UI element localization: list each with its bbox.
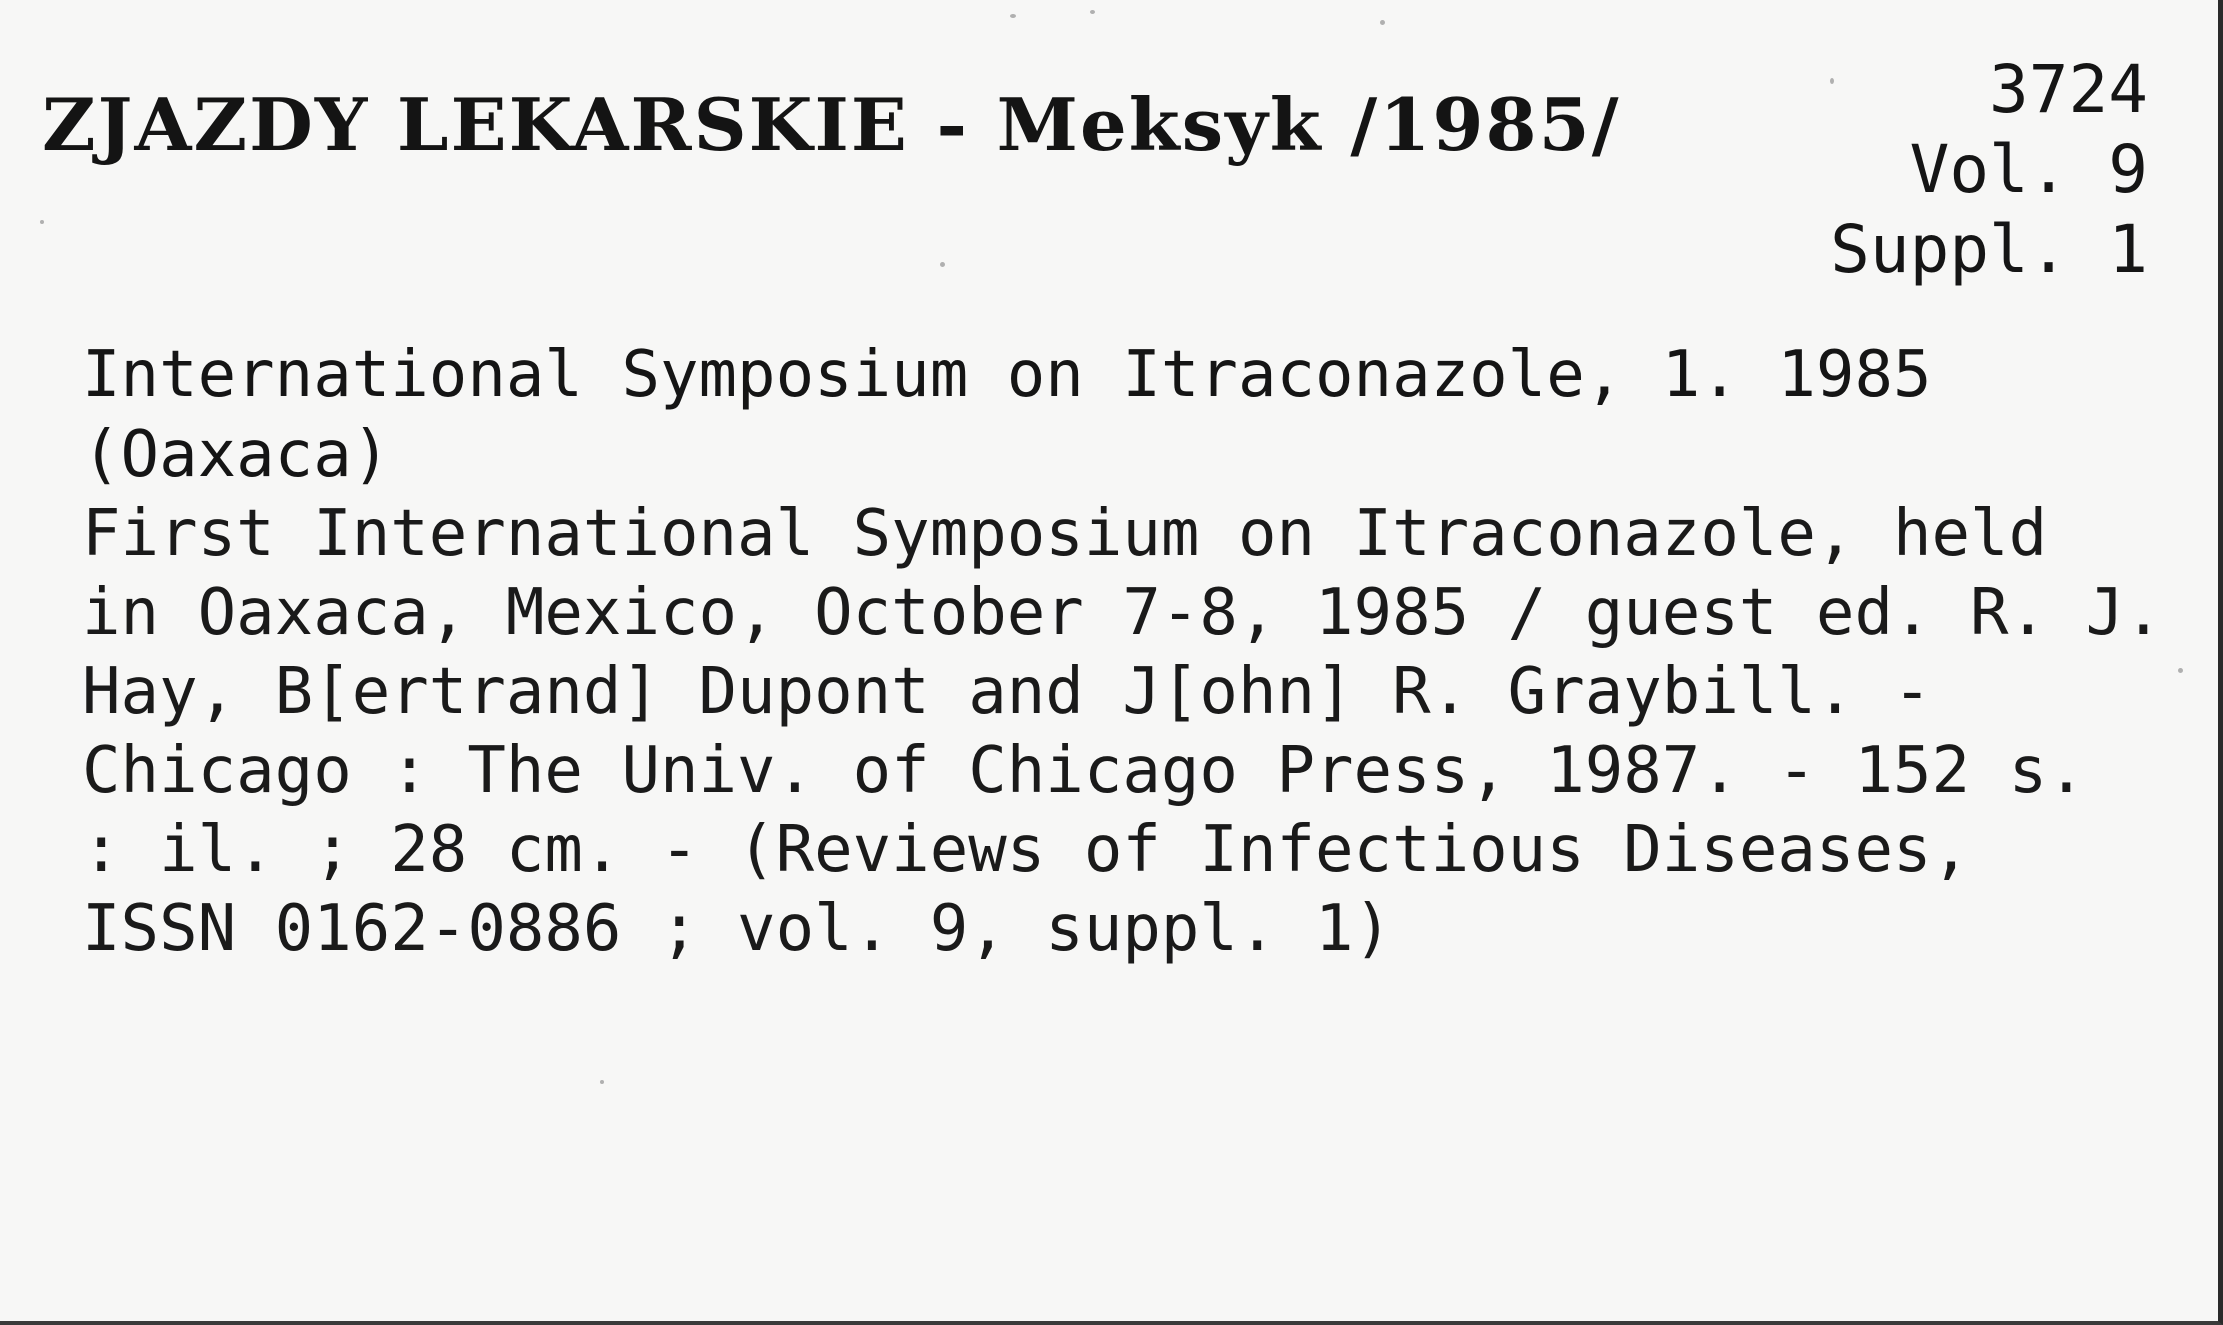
speck — [600, 1080, 604, 1084]
description-line: ISSN 0162-0886 ; vol. 9, suppl. 1) — [82, 892, 1393, 966]
description-line: Chicago : The Univ. of Chicago Press, 1987. - 152 s. — [82, 734, 2086, 808]
description-line: : il. ; 28 cm. - (Reviews of Infectious Diseases, — [82, 813, 1971, 887]
call-number-value: 3724 — [1989, 51, 2148, 128]
bibliographic-description — [82, 495, 2163, 969]
main-entry-line: (Oaxaca) — [82, 418, 391, 492]
main-entry-line: International Symposium on Itraconazole, 1. 1985 — [82, 338, 1932, 412]
description-line: First International Symposium on Itraconazole, held — [82, 497, 2048, 571]
subject-heading: ZJAZDY LEKARSKIE - Meksyk /1985/ — [42, 82, 1621, 167]
main-entry — [82, 335, 1932, 495]
description-line: Hay, B[ertrand] Dupont and J[ohn] R. Graybill. - — [82, 655, 1932, 729]
speck — [940, 262, 945, 267]
call-number — [1830, 50, 2148, 290]
speck — [1380, 20, 1385, 25]
speck — [1010, 14, 1016, 18]
speck — [40, 220, 44, 224]
supplement-label: Suppl. 1 — [1830, 211, 2148, 288]
description-line: in Oaxaca, Mexico, October 7-8, 1985 / guest ed. R. J. — [82, 576, 2163, 650]
speck — [1090, 10, 1095, 14]
speck — [2178, 668, 2183, 673]
volume-label: Vol. 9 — [1909, 131, 2148, 208]
